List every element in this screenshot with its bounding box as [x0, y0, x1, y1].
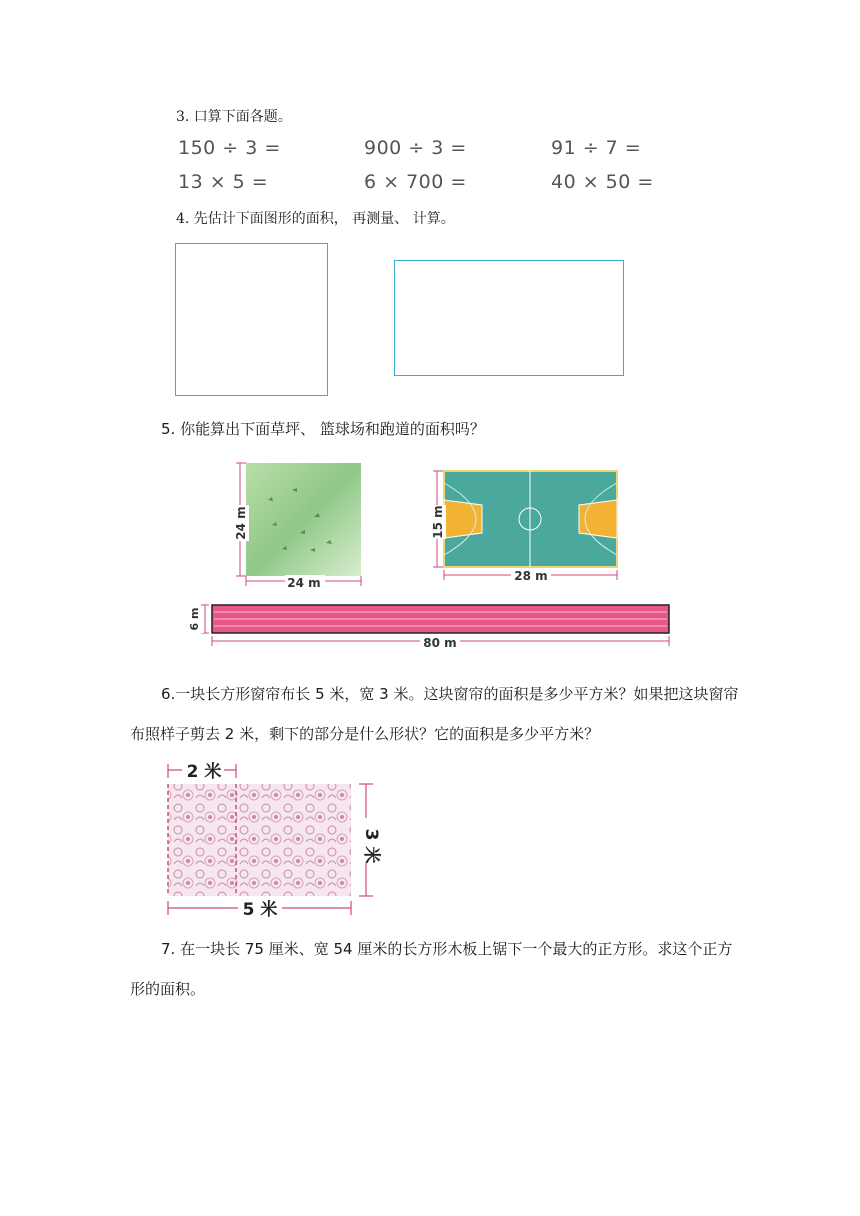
calc-item: 6 × 700 = [364, 171, 467, 193]
q7-text-line1: 7. 在一块长 75 厘米、宽 54 厘米的长方形木板上锯下一个最大的正方形。求这个正方 [161, 940, 733, 958]
lawn-bottom-label: 24 m [287, 576, 321, 590]
lawn-area [246, 463, 361, 576]
q3-title: 3. 口算下面各题。 [176, 109, 292, 125]
q6-text-line2: 布照样子剪去 2 米，剩下的部分是什么形状？它的面积是多少平方米？ [130, 725, 600, 743]
court-side-label: 15 m [431, 505, 445, 539]
rectangle-shape [394, 260, 624, 376]
calc-item: 91 ÷ 7 = [551, 137, 642, 159]
q5-title: 5. 你能算出下面草坪、 篮球场和跑道的面积吗？ [161, 420, 485, 438]
q4-title: 4. 先估计下面图形的面积， 再测量、 计算。 [176, 211, 455, 227]
curtain-figure [150, 758, 390, 918]
curtain-bottom-label: 5 米 [242, 900, 278, 918]
court-figure [428, 471, 617, 583]
calc-item: 40 × 50 = [551, 171, 654, 193]
track-side-label: 6 m [188, 607, 201, 631]
lawn-figure [231, 463, 361, 590]
curtain-top-label: 2 米 [186, 762, 222, 782]
calc-item: 150 ÷ 3 = [178, 137, 281, 159]
track-figure [186, 605, 669, 650]
q5-figures [0, 455, 860, 655]
calc-item: 900 ÷ 3 = [364, 137, 467, 159]
curtain-area [168, 784, 351, 896]
calc-item: 13 × 5 = [178, 171, 269, 193]
q7-text-line2: 形的面积。 [130, 980, 206, 998]
court-bottom-label: 28 m [514, 569, 548, 583]
q6-text-line1: 6.一块长方形窗帘布长 5 米，宽 3 米。这块窗帘的面积是多少平方米？如果把这块窗帘 [161, 685, 739, 703]
curtain-right-label: 3 米 [361, 828, 381, 864]
square-shape [175, 243, 328, 396]
track-bottom-label: 80 m [423, 636, 457, 650]
lawn-side-label: 24 m [234, 506, 248, 540]
